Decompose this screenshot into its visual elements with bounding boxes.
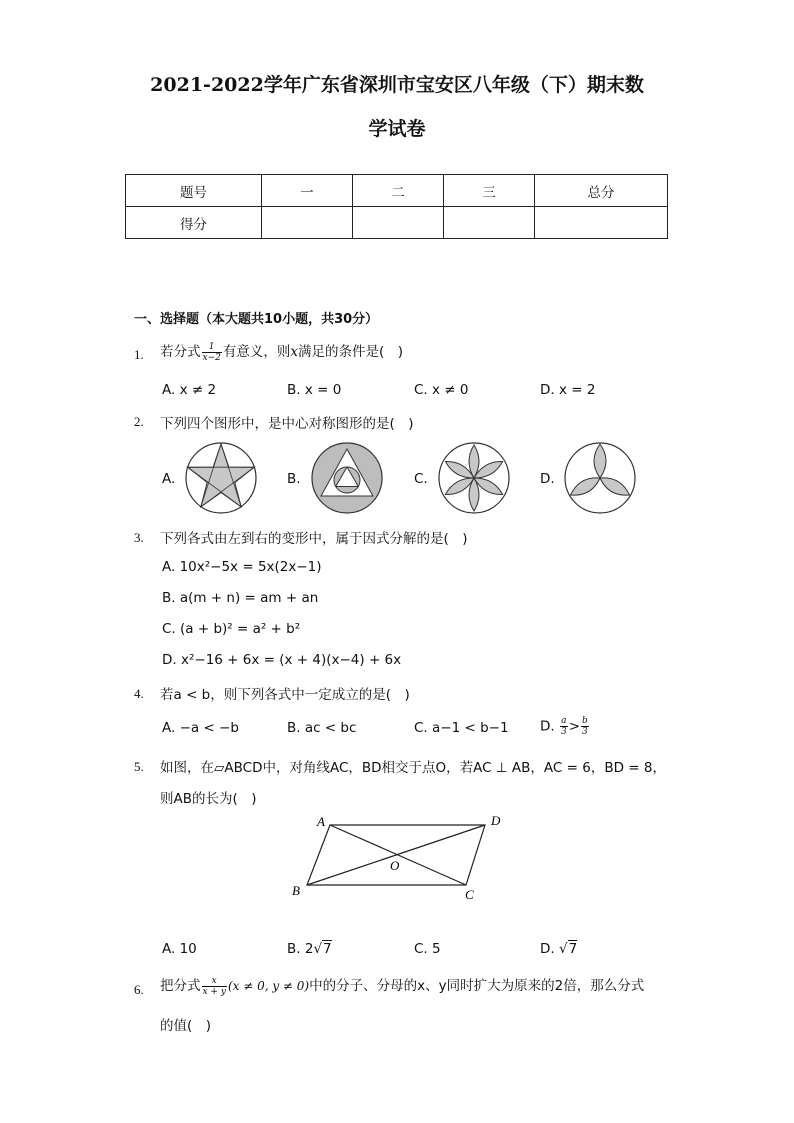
question-5-line2: 则AB的长为( ) xyxy=(160,791,257,807)
q6-fraction xyxy=(202,976,227,997)
vertex-label-d: D xyxy=(491,813,501,828)
score-cell xyxy=(353,207,444,239)
q4-optd-op: > xyxy=(568,718,581,735)
q1-frac-den: x−2 xyxy=(202,352,221,363)
q4-option-d xyxy=(540,716,590,737)
score-table xyxy=(125,174,668,239)
q1-option-d: D. x = 2 xyxy=(540,382,596,398)
q5-option-d xyxy=(540,941,577,957)
q1-option-a: A. x ≠ 2 xyxy=(162,382,217,398)
q6-cond: (x ≠ 0, y ≠ 0) xyxy=(227,979,310,993)
question-1-text xyxy=(160,340,403,363)
question-number: 3. xyxy=(134,530,144,545)
score-header-cell: 题号 xyxy=(126,175,262,207)
score-header-cell: 三 xyxy=(444,175,535,207)
q4-frac-a-den: 3 xyxy=(560,727,567,737)
q2-label-d: D. xyxy=(540,471,555,487)
q6-frac-num: x xyxy=(202,976,227,987)
question-6-line2: 的值( ) xyxy=(160,1018,212,1034)
score-table-score-row xyxy=(126,207,668,239)
q3-option-d: D. x²−16 + 6x = (x + 4)(x−4) + 6x xyxy=(162,652,402,668)
q4-option-b: B. ac < bc xyxy=(287,720,357,736)
q1-frac-num: 1 xyxy=(202,342,222,353)
q1-fraction xyxy=(202,342,222,363)
score-cell xyxy=(535,207,668,239)
q4-frac-b-num: b xyxy=(582,716,588,726)
score-table-header-row xyxy=(126,175,668,207)
sqrt-sign: √ xyxy=(313,941,323,957)
parallelogram-figure xyxy=(285,810,510,905)
six-petal-flower-figure xyxy=(437,441,511,515)
score-header-cell: 二 xyxy=(353,175,444,207)
q5-option-d-radicand: 7 xyxy=(568,941,578,957)
vertex-label-a: A xyxy=(317,814,325,829)
page-title: 2021-2022学年广东省深圳市宝安区八年级（下）期末数 xyxy=(150,74,644,96)
triangle-in-circle-figure xyxy=(310,441,384,515)
score-header-cell: 总分 xyxy=(535,175,668,207)
q2-label-b: B. xyxy=(287,471,301,487)
q4-option-d-label: D. xyxy=(540,718,555,735)
q6-post: 中的分子、分母的x、y同时扩大为原来的2倍，那么分式 xyxy=(309,978,645,994)
q2-label-a: A. xyxy=(162,471,176,487)
section-heading: 一、选择题（本大题共10小题，共30分） xyxy=(134,312,379,327)
q6-frac-den: x + y xyxy=(202,986,226,997)
q3-option-b: B. a(m + n) = am + an xyxy=(162,590,319,606)
star-in-circle-figure xyxy=(184,441,258,515)
q4-frac-a xyxy=(560,716,568,737)
q4-option-c: C. a−1 < b−1 xyxy=(414,720,509,736)
q1-post2: 满足的条件是( ) xyxy=(297,344,404,360)
sqrt-sign: √ xyxy=(558,941,568,957)
page-title-line2: 学试卷 xyxy=(368,118,426,140)
q4-frac-a-num: a xyxy=(561,716,567,726)
score-cell xyxy=(444,207,535,239)
q4-option-a: A. −a < −b xyxy=(162,720,239,736)
question-3-text: 下列各式由左到右的变形中，属于因式分解的是( ) xyxy=(160,531,468,547)
q3-option-a: A. 10x²−5x = 5x(2x−1) xyxy=(162,559,322,575)
three-petal-figure xyxy=(563,441,637,515)
q1-var: x xyxy=(290,344,298,360)
question-4-text: 若a < b，则下列各式中一定成立的是( ) xyxy=(160,687,410,703)
vertex-label-c: C xyxy=(465,887,474,902)
q5-option-b-label: B. 2 xyxy=(287,941,314,957)
q4-frac-b xyxy=(581,716,589,737)
score-header-cell: 一 xyxy=(262,175,353,207)
q5-option-d-label: D. xyxy=(540,941,555,957)
question-5-line1: 如图，在▱ABCD中，对角线AC，BD相交于点O，若AC ⊥ AB，AC = 6，BD = 8， xyxy=(160,760,666,776)
score-row-label: 得分 xyxy=(126,207,262,239)
q1-option-b: B. x = 0 xyxy=(287,382,342,398)
center-label-o: O xyxy=(390,858,400,873)
question-2-text: 下列四个图形中，是中心对称图形的是( ) xyxy=(160,416,414,432)
q3-option-c: C. (a + b)² = a² + b² xyxy=(162,621,301,637)
q2-label-c: C. xyxy=(414,471,428,487)
q5-option-b xyxy=(287,941,332,957)
q4-frac-b-den: 3 xyxy=(582,727,588,737)
q1-post: 有意义，则 xyxy=(222,344,291,360)
q5-option-c: C. 5 xyxy=(414,941,441,957)
q5-option-b-radicand: 7 xyxy=(323,941,332,957)
q1-pre: 若分式 xyxy=(160,344,201,360)
question-6-text xyxy=(160,974,644,997)
question-number: 1. xyxy=(134,347,144,362)
question-number: 6. xyxy=(134,982,144,997)
question-number: 4. xyxy=(134,686,144,701)
question-number: 2. xyxy=(134,414,144,429)
vertex-label-b: B xyxy=(292,883,300,898)
q6-pre: 把分式 xyxy=(160,978,201,994)
q1-option-c: C. x ≠ 0 xyxy=(414,382,469,398)
score-cell xyxy=(262,207,353,239)
question-number: 5. xyxy=(134,759,144,774)
q5-option-a: A. 10 xyxy=(162,941,197,957)
